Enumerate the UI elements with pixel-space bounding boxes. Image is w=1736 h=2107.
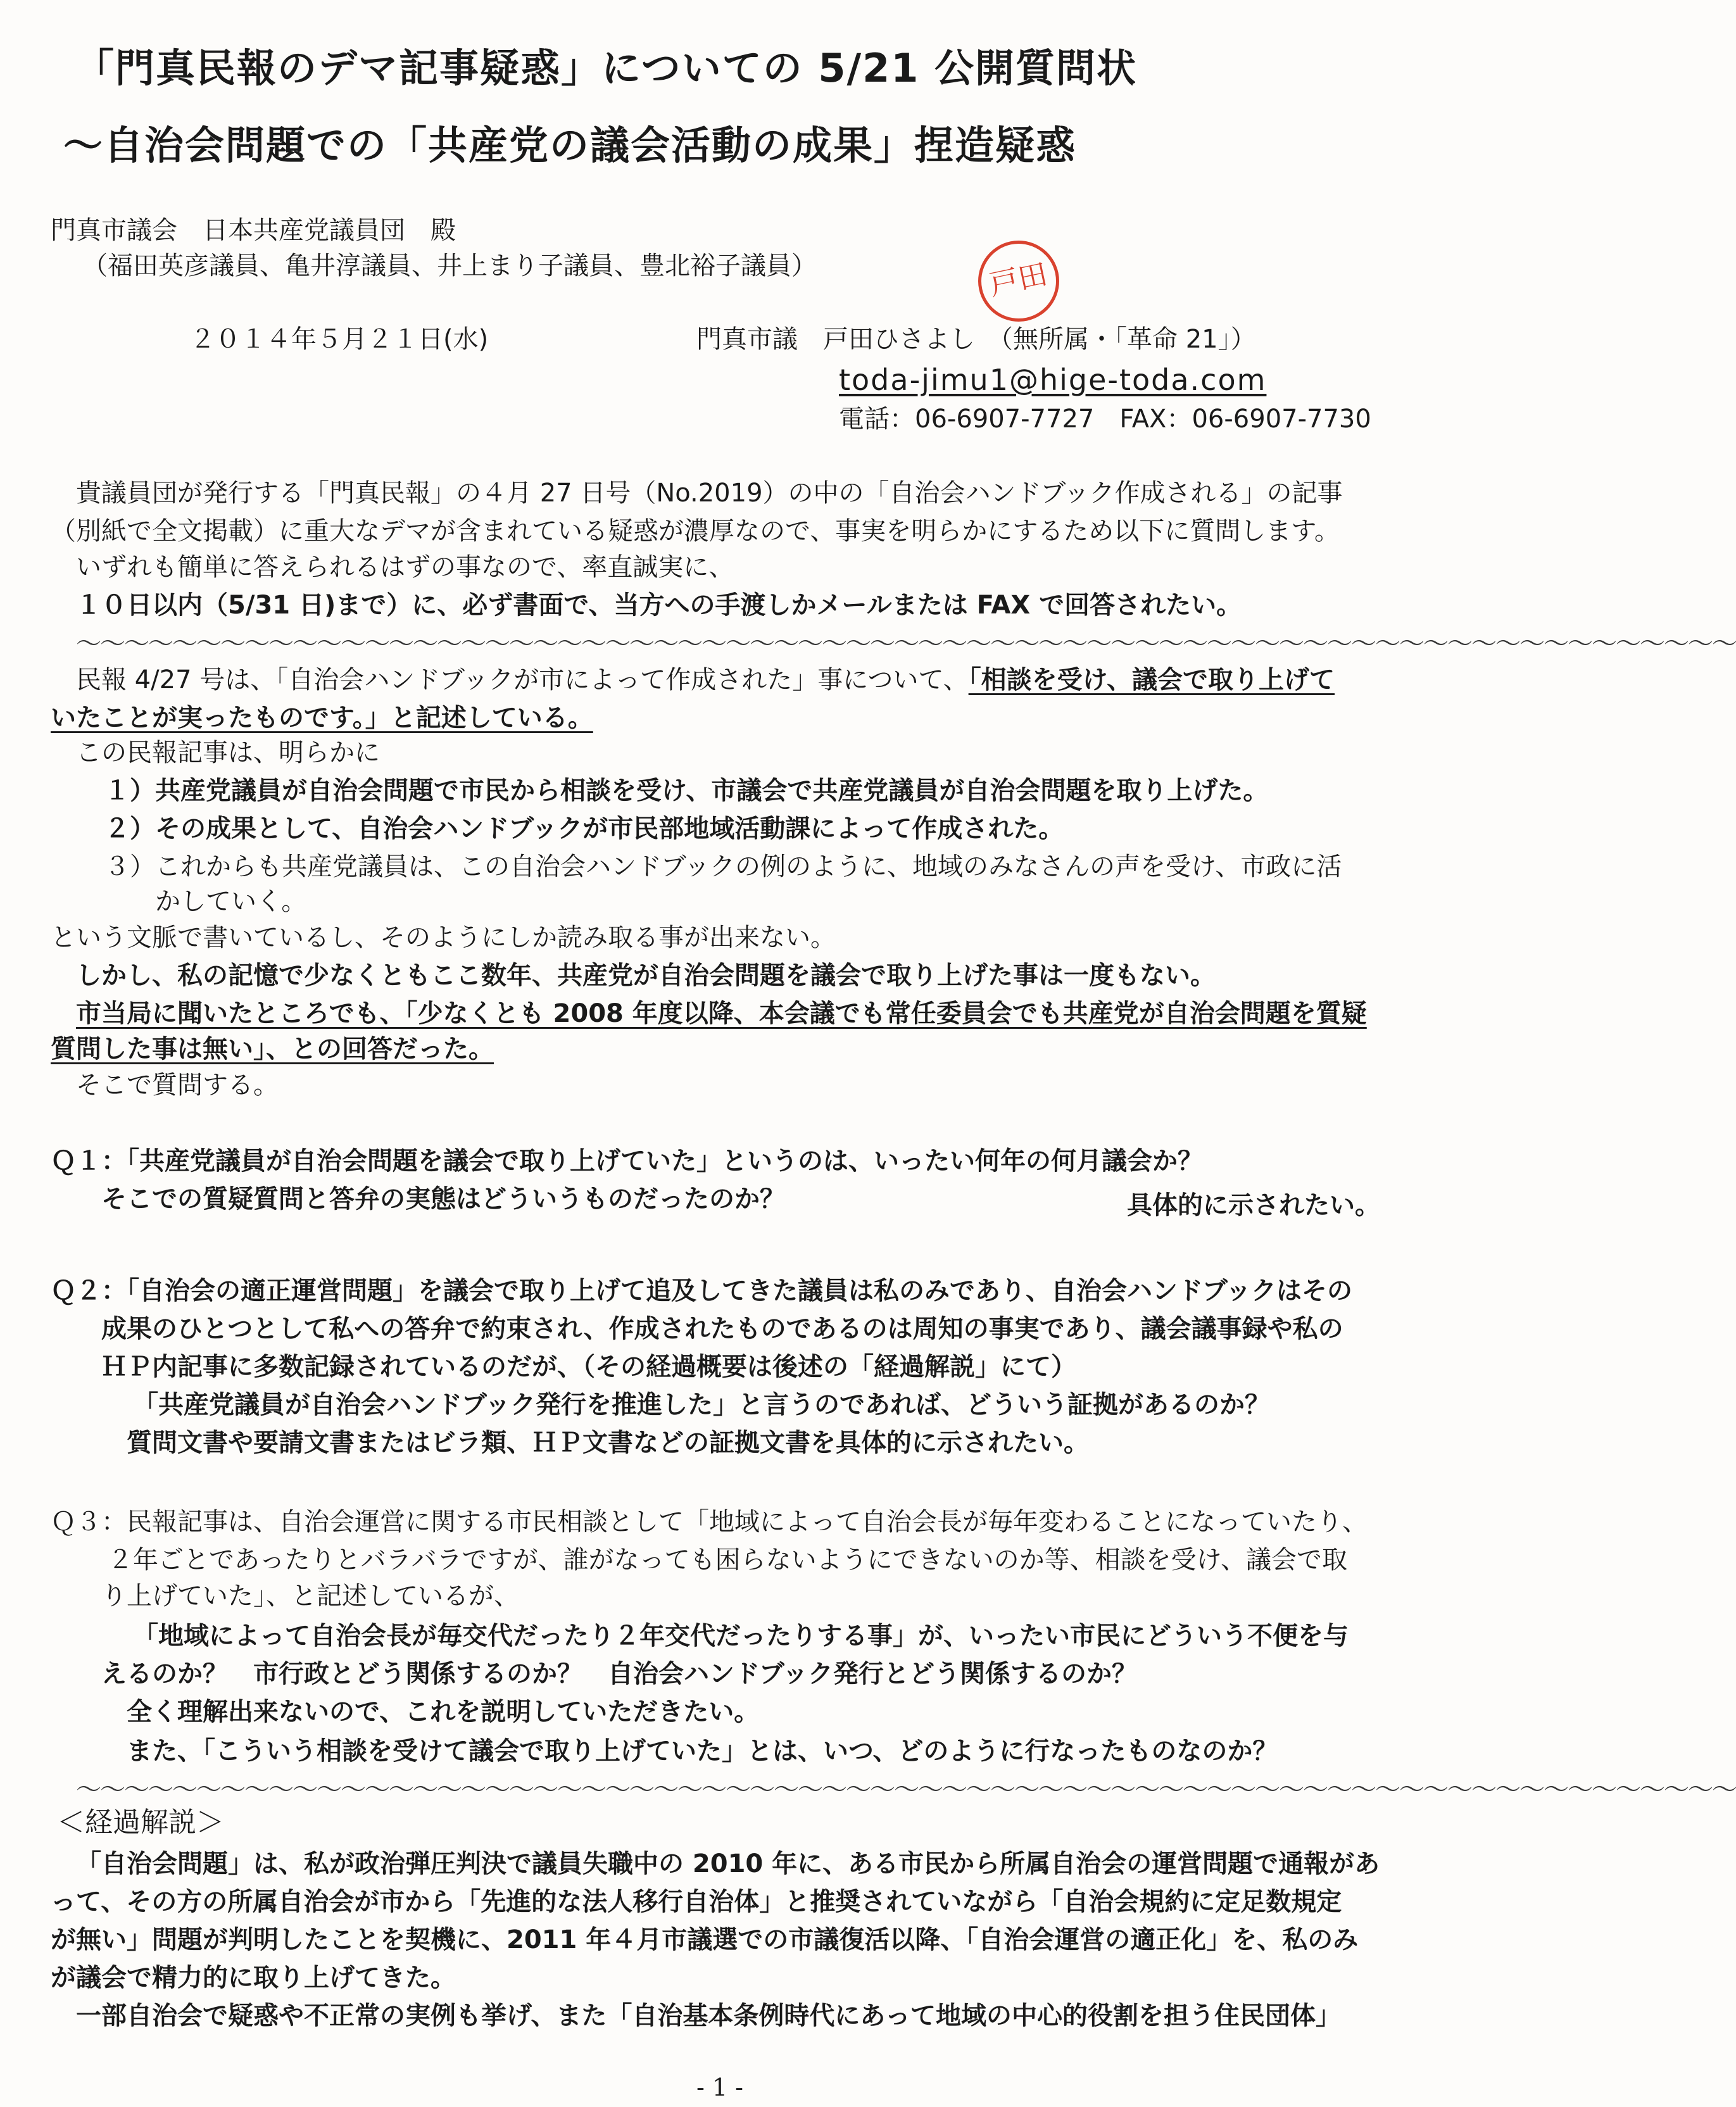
question-3: Ｑ３：民報記事は、自治会運営に関する市民相談として「地域によって自治会長が毎年変わることになっていたり、: [51, 1507, 1368, 1537]
body-paragraph: この民報記事は、明らかに: [76, 738, 380, 767]
section-heading: ＜経過解説＞: [57, 1806, 224, 1839]
addressee-line: 門真市議会 日本共産党議員団 殿: [51, 216, 456, 245]
body-paragraph: そこで質問する。: [76, 1071, 279, 1100]
sender-name: 門真市議 戸田ひさよし （無所属・「革命 21」）: [696, 325, 1256, 354]
intro-line: 貴議員団が発行する「門真民報」の４月 27 日号（No.2019）の中の「自治会ハンドブック作成される」の記事: [76, 479, 1343, 508]
question-2-line: 「共産党議員が自治会ハンドブック発行を推進した」と言うのであれば、どういう証拠があるのか？: [133, 1390, 1270, 1419]
document-subtitle: 〜自治会問題での「共産党の議会活動の成果」捏造疑惑: [63, 122, 1077, 168]
body-text: 民報 4/27 号は、「自治会ハンドブックが市によって作成された」事について、: [76, 665, 969, 695]
question-3-line: 全く理解出来ないので、これを説明していただきたい。: [127, 1697, 760, 1726]
wavy-divider: 〜〜〜〜〜〜〜〜〜〜〜〜〜〜〜〜〜〜〜〜〜〜〜〜〜〜〜〜〜〜〜〜〜〜〜〜〜〜〜〜〜〜〜〜〜〜〜〜〜〜〜〜〜〜〜〜〜〜〜〜〜〜〜〜〜〜〜〜〜: [76, 629, 1736, 658]
body-paragraph: という文脈で書いているし、そのようにしか読み取る事が出来ない。: [51, 923, 836, 952]
list-item: ３）これからも共産党議員は、この自治会ハンドブックの例のように、地域のみなさんの声を受け、市政に活: [104, 852, 1342, 881]
body-paragraph: しかし、私の記憶で少なくともここ数年、共産党が自治会問題を議会で取り上げた事は一度もない。: [76, 961, 1216, 990]
addressee-members: （福田英彦議員、亀井淳議員、井上まり子議員、豊北裕子議員）: [82, 251, 817, 280]
body-paragraph: [76, 665, 1335, 695]
question-3-line: り上げていた」、と記述しているが、: [101, 1582, 519, 1611]
question-1-line: 具体的に示されたい。: [1127, 1191, 1380, 1220]
question-3-line: ２年ごとであったりとバラバラですが、誰がなっても困らないようにできないのか等、相談を受け、議会で取: [108, 1545, 1347, 1575]
wavy-divider: 〜〜〜〜〜〜〜〜〜〜〜〜〜〜〜〜〜〜〜〜〜〜〜〜〜〜〜〜〜〜〜〜〜〜〜〜〜〜〜〜〜〜〜〜〜〜〜〜〜〜〜〜〜〜〜〜〜〜〜〜〜〜〜〜〜〜〜〜〜: [76, 1775, 1736, 1804]
sender-phone-fax: 電話：06-6907-7727 FAX：06-6907-7730: [839, 405, 1371, 434]
list-item: １）共産党議員が自治会問題で市民から相談を受け、市議会で共産党議員が自治会問題を取り上げた。: [104, 776, 1269, 805]
question-2: Ｑ２：「自治会の適正運営問題」を議会で取り上げて追及してきた議員は私のみであり、自治会ハンドブックはその: [51, 1276, 1352, 1305]
body-paragraph: 質問した事は無い」、との回答だった。: [51, 1035, 494, 1064]
question-2-line: 質問文書や要請文書またはビラ類、ＨＰ文書などの証拠文書を具体的に示されたい。: [127, 1428, 1089, 1457]
list-item-cont: かしていく。: [155, 887, 307, 916]
question-3-line: 「地域によって自治会長が毎交代だったり２年交代だったりする事」が、いったい市民にどういう不便を与: [133, 1621, 1349, 1651]
deadline-line: １０日以内（5/31 日)まで）に、必ず書面で、当方への手渡しかメールまたは FAX で回答されたい。: [76, 591, 1242, 620]
question-2-line: ＨＰ内記事に多数記録されているのだが、（その経過概要は後述の「経過解説」にて）: [101, 1352, 1076, 1381]
sender-email[interactable]: toda-jimu1@hige-toda.com: [839, 363, 1267, 397]
question-1: Ｑ１：「共産党議員が自治会問題を議会で取り上げていた」というのは、いったい何年の何月議会か？: [51, 1147, 1203, 1176]
explanation-line: って、その方の所属自治会が市から「先進的な法人移行自治体」と推奨されていながら「自治会規約に定足数規定: [51, 1887, 1342, 1916]
explanation-line: 「自治会問題」は、私が政治弾圧判決で議員失職中の 2010 年に、ある市民から所属自治会の運営問題で通報があ: [76, 1849, 1380, 1878]
intro-line: （別紙で全文掲載）に重大なデマが含まれている疑惑が濃厚なので、事実を明らかにするため以下に質問します。: [51, 517, 1340, 546]
intro-line: いずれも簡単に答えられるはずの事なので、率直誠実に、: [76, 553, 734, 582]
document-title: 「門真民報のデマ記事疑惑」についての 5/21 公開質問状: [75, 45, 1137, 91]
document-date: ２０１４年５月２１日(水): [190, 325, 489, 354]
explanation-line: が議会で精力的に取り上げてきた。: [51, 1963, 456, 1992]
question-3-line: また、「こういう相談を受けて議会で取り上げていた」とは、いつ、どのように行なったものなのか？: [127, 1737, 1278, 1766]
explanation-line: が無い」問題が判明したことを契機に、2011 年４月市議選での市議復活以降、「自治会運営の適正化」を、私のみ: [51, 1925, 1359, 1954]
list-item: ２）その成果として、自治会ハンドブックが市民部地域活動課によって作成された。: [104, 814, 1064, 843]
quote-underlined: 「相談を受け、議会で取り上げて: [968, 665, 1335, 695]
body-paragraph: 市当局に聞いたところでも、「少なくとも 2008 年度以降、本会議でも常任委員会でも共産党が自治会問題を質疑: [76, 999, 1367, 1028]
question-2-line: 成果のひとつとして私への答弁で約束され、作成されたものであるのは周知の事実であり、議会議事録や私の: [101, 1314, 1343, 1343]
quote-underlined: いたことが実ったものです。」と記述している。: [51, 703, 593, 733]
question-1-line: そこでの質疑質問と答弁の実態はどういうものだったのか？: [101, 1185, 785, 1214]
page-number: - 1 -: [696, 2073, 744, 2101]
question-3-line: えるのか？ 市行政とどう関係するのか？ 自治会ハンドブック発行とどう関係するのか？: [101, 1659, 1137, 1689]
explanation-line: 一部自治会で疑惑や不正常の実例も挙げ、また「自治基本条例時代にあって地域の中心的役割を担う住民団体」: [76, 2001, 1341, 2030]
seal-stamp: 戸田: [971, 233, 1067, 329]
